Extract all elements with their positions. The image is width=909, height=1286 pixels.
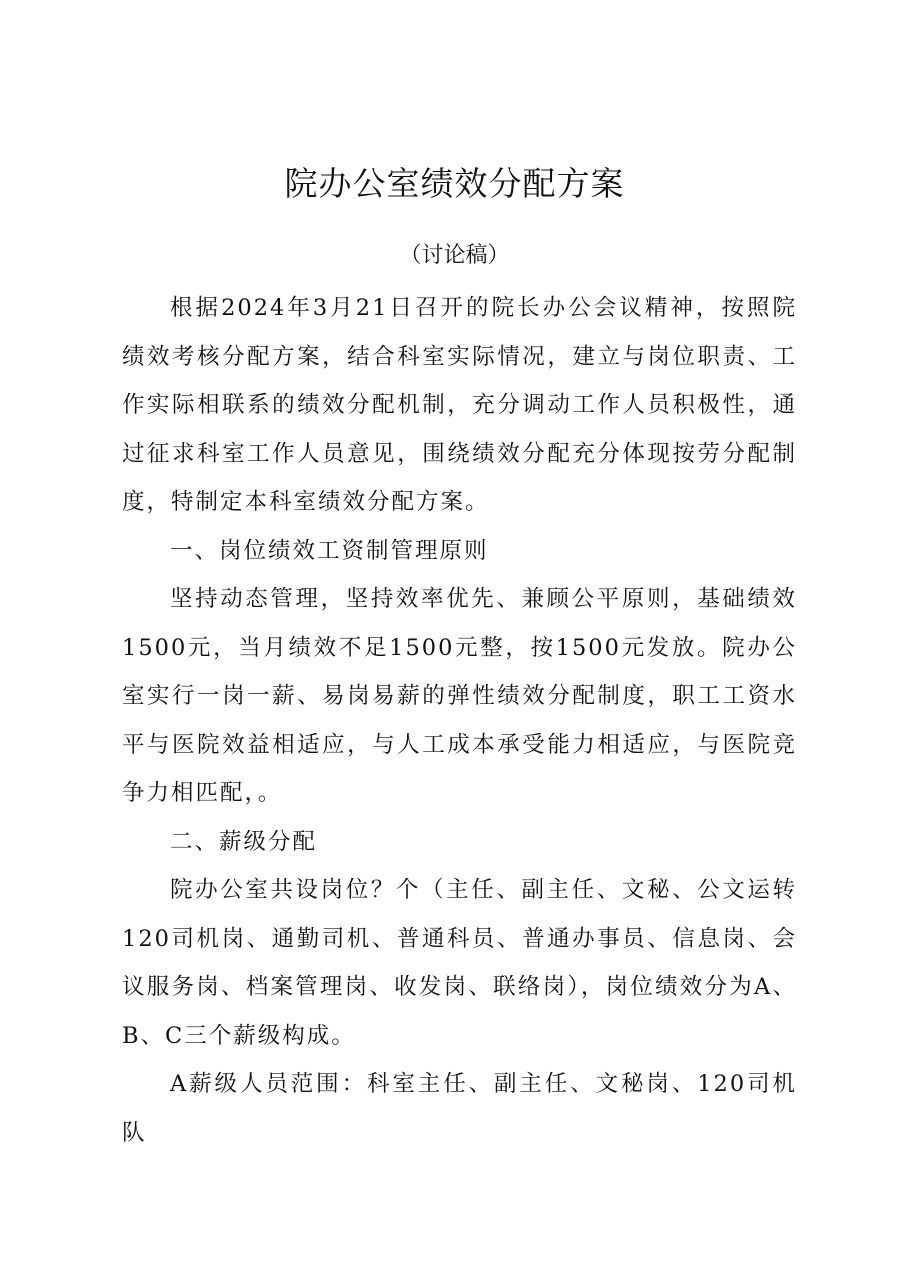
intro-paragraph: 根据2024年3月21日召开的院长办公会议精神，按照院绩效考核分配方案，结合科室实际情况，建立与岗位职责、工作实际相联系的绩效分配机制，充分调动工作人员积极性，通过征求科室工作人员意见，围绕绩效分配充分体现按劳分配制度，特制定本科室绩效分配方案。 [122,295,797,515]
section-heading-salary-levels: 二、薪级分配 [170,828,318,855]
salary-levels-paragraph: 院办公室共设岗位？个（主任、副主任、文秘、公文运转120司机岗、通勤司机、普通科员、普通办事员、信息岗、会议服务岗、档案管理岗、收发岗、联络岗），岗位绩效分为A、B、C三个薪级构成。 [122,877,797,1049]
document-subtitle: （讨论稿） [399,243,510,268]
document-title: 院办公室绩效分配方案 [284,164,625,203]
principles-paragraph: 坚持动态管理，坚持效率优先、兼顾公平原则，基础绩效1500元，当月绩效不足1500元整，按1500元发放。院办公室实行一岗一薪、易岗易薪的弹性绩效分配制度，职工工资水平与医院效益相适应，与人工成本承受能力相适应，与医院竞争力相匹配，。 [122,586,797,806]
document-body [122,284,797,1157]
level-a-paragraph: A薪级人员范围：科室主任、副主任、文秘岗、120司机队 [122,1071,797,1146]
section-heading-principles: 一、岗位绩效工资制管理原则 [170,537,489,564]
